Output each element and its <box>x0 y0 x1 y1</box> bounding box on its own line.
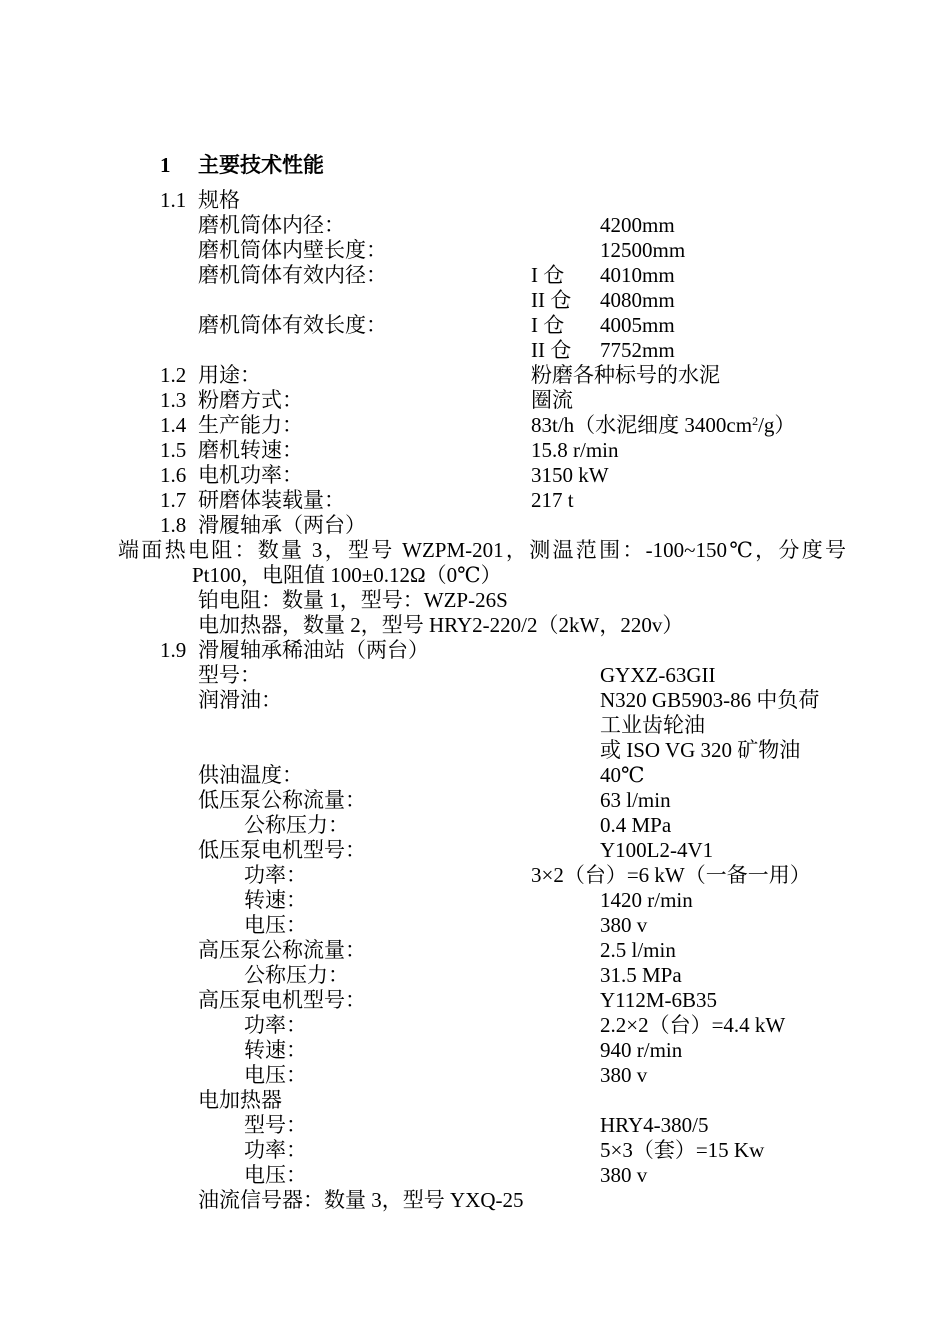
paragraph-line: 油流信号器：数量 3，型号 YXQ-25 <box>198 1188 524 1212</box>
spec-value: 380 v <box>600 913 648 937</box>
spec-value: 217 t <box>531 488 574 512</box>
subsection-title: 滑履轴承稀油站（两台） <box>198 638 429 662</box>
spec-value: 4010mm <box>600 263 675 287</box>
subsection-number: 1.1 <box>160 188 187 212</box>
chamber-label: I 仓 <box>531 313 565 337</box>
paragraph-line: 铂电阻：数量 1，型号：WZP-26S <box>198 588 508 612</box>
spec-value: 工业齿轮油 <box>600 713 705 737</box>
spec-label: 电压： <box>244 1163 307 1187</box>
paragraph-line: 端面热电阻：数量 3，型号 WZPM-201，测温范围：-100~150℃，分度号 <box>118 538 846 562</box>
spec-label: 生产能力： <box>198 413 303 437</box>
spec-value: 380 v <box>600 1163 648 1187</box>
spec-value: 15.8 r/min <box>531 438 619 462</box>
chamber-label: II 仓 <box>531 288 572 312</box>
spec-label: 公称压力： <box>244 813 349 837</box>
spec-value: HRY4-380/5 <box>600 1113 709 1137</box>
spec-value: 63 l/min <box>600 788 671 812</box>
spec-label: 用途： <box>198 363 261 387</box>
spec-value: 40℃ <box>600 763 645 787</box>
spec-label: 型号： <box>244 1113 307 1137</box>
spec-label: 磨机筒体内壁长度： <box>198 238 387 262</box>
spec-label: 磨机筒体内径： <box>198 213 345 237</box>
spec-value: 83t/h（水泥细度 $3400cm^2/g$） <box>531 413 796 437</box>
spec-value: 或 ISO VG 320 矿物油 <box>600 738 801 762</box>
subsection-number: 1.4 <box>160 413 187 437</box>
spec-value: GYXZ-63GII <box>600 663 716 687</box>
spec-value: 940 r/min <box>600 1038 683 1062</box>
spec-value: 3×2（台）=6 kW（一备一用） <box>531 863 811 887</box>
subsection-number: 1.7 <box>160 488 187 512</box>
spec-label: 功率： <box>244 1138 307 1162</box>
spec-label: 供油温度： <box>198 763 303 787</box>
subsection-number: 1.9 <box>160 638 187 662</box>
spec-value: 4080mm <box>600 288 675 312</box>
spec-label: 粉磨方式： <box>198 388 303 412</box>
spec-label: 低压泵公称流量： <box>198 788 366 812</box>
spec-value: 4005mm <box>600 313 675 337</box>
spec-label: 电压： <box>244 913 307 937</box>
spec-value: 380 v <box>600 1063 648 1087</box>
spec-label: 转速： <box>244 1038 307 1062</box>
spec-label: 功率： <box>244 1013 307 1037</box>
spec-label: 功率： <box>244 863 307 887</box>
spec-value: N320 GB5903-86 中负荷 <box>600 688 820 712</box>
chamber-label: I 仓 <box>531 263 565 287</box>
spec-value: 3150 kW <box>531 463 609 487</box>
spec-label: 磨机转速： <box>198 438 303 462</box>
paragraph-line: 电加热器，数量 2，型号 HRY2-220/2（2kW，220v） <box>198 613 684 637</box>
subsection-title: 规格 <box>198 188 240 212</box>
spec-label: 研磨体装载量： <box>198 488 345 512</box>
subsection-number: 1.8 <box>160 513 187 537</box>
paragraph-line: Pt100，电阻值 100±0.12Ω（0℃） <box>192 563 502 587</box>
spec-label: 高压泵电机型号： <box>198 988 366 1012</box>
spec-value: 圈流 <box>531 388 573 412</box>
spec-value: Y100L2-4V1 <box>600 838 714 862</box>
spec-value: 0.4 MPa <box>600 813 672 837</box>
subsection-number: 1.2 <box>160 363 187 387</box>
spec-label: 转速： <box>244 888 307 912</box>
spec-label: 公称压力： <box>244 963 349 987</box>
subsection-number: 1.6 <box>160 463 187 487</box>
spec-value: 粉磨各种标号的水泥 <box>531 363 720 387</box>
spec-value: 2.2×2（台）=4.4 kW <box>600 1013 786 1037</box>
spec-label: 电加热器 <box>198 1088 282 1112</box>
spec-label: 磨机筒体有效长度： <box>198 313 387 337</box>
spec-value: 31.5 MPa <box>600 963 682 987</box>
section-title: 主要技术性能 <box>198 153 324 177</box>
spec-label: 电压： <box>244 1063 307 1087</box>
subsection-number: 1.5 <box>160 438 187 462</box>
spec-value: Y112M-6B35 <box>600 988 718 1012</box>
spec-value: 5×3（套）=15 Kw <box>600 1138 765 1162</box>
spec-label: 高压泵公称流量： <box>198 938 366 962</box>
chamber-label: II 仓 <box>531 338 572 362</box>
subsection-title: 滑履轴承（两台） <box>198 513 366 537</box>
spec-value: 4200mm <box>600 213 675 237</box>
section-number: 1 <box>160 153 171 177</box>
spec-value: 1420 r/min <box>600 888 693 912</box>
subsection-number: 1.3 <box>160 388 187 412</box>
spec-label: 磨机筒体有效内径： <box>198 263 387 287</box>
spec-value: 2.5 l/min <box>600 938 676 962</box>
spec-value: 7752mm <box>600 338 675 362</box>
spec-value: 12500mm <box>600 238 686 262</box>
spec-label: 型号： <box>198 663 261 687</box>
spec-label: 低压泵电机型号： <box>198 838 366 862</box>
spec-label: 电机功率： <box>198 463 303 487</box>
spec-label: 润滑油： <box>198 688 282 712</box>
